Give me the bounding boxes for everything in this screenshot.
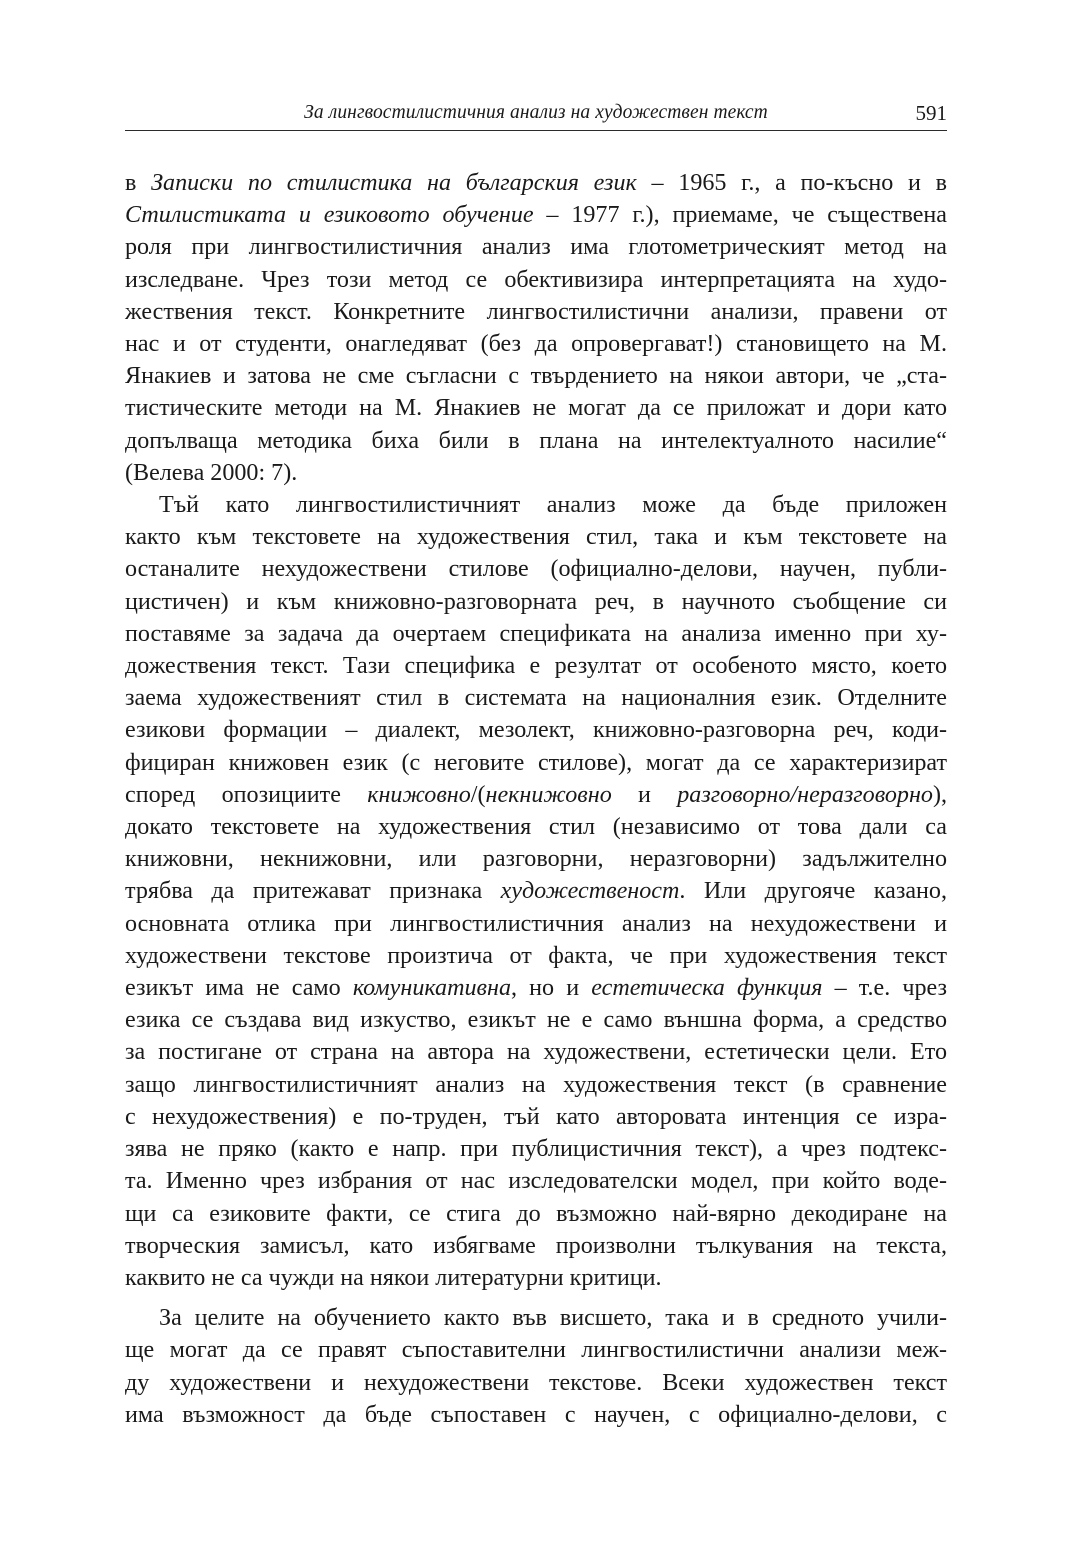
- italic-term: /: [790, 781, 798, 808]
- text-line: основната отлика при лингвостилистичния анализ на нехудожествени и: [125, 910, 947, 937]
- italic-term: неразговорно: [797, 781, 933, 808]
- text-run: и: [611, 781, 678, 808]
- text-run: според опозициите: [125, 781, 368, 808]
- text-line: [125, 779, 947, 811]
- text-line: [125, 972, 947, 1004]
- text-line: ду художествени и нехудожествени текстове. Всеки художествен текст: [125, 1369, 947, 1396]
- text-line: останалите нехудожествени стилове (официално-делови, научен, публи-: [125, 556, 947, 583]
- text-run: трябва да притежават признака: [125, 878, 501, 905]
- text-run: /(: [470, 781, 486, 808]
- text-run: – т.е. чрез: [822, 975, 948, 1002]
- text-line: Тъй като лингвостилистичният анализ може да бъде приложен: [159, 492, 947, 519]
- text-line: езикови формации – диалект, мезолект, книжовно-разговорна реч, коди-: [125, 717, 947, 744]
- paragraph-1: [125, 167, 947, 489]
- text-run: . Или другояче казано,: [679, 878, 947, 905]
- text-line: защо лингвостилистичният анализ на художествения текст (в сравнение: [125, 1071, 947, 1098]
- text-line: творческия замисъл, като избягваме произволни тълкувания на текста,: [125, 1232, 947, 1259]
- text-line: (Велева 2000: 7).: [125, 459, 298, 486]
- text-line: поставяме за задача да очертаем спецификата на анализа именно при ху-: [125, 620, 947, 647]
- text-run: ),: [932, 781, 947, 808]
- italic-title: Стилистиката и езиковото обучение: [125, 202, 534, 229]
- text-line: има възможност да бъде съпоставен с научен, с официално-делови, с: [125, 1401, 947, 1428]
- text-line: [125, 199, 947, 231]
- text-line: книжовни, некнижовни, или разговорни, неразговорни) задължително: [125, 846, 947, 873]
- text-line: [125, 875, 947, 907]
- text-line: цистичен) и към книжовно-разговорната реч, в научното съобщение си: [125, 588, 947, 615]
- paragraph-2: [125, 489, 947, 1294]
- text-line: жествения текст. Конкретните лингвостилистични анализи, правени от: [125, 298, 947, 325]
- text-line: [125, 167, 947, 199]
- text-line: нас и от студенти, онагледяват (без да опровергават!) становището на М.: [125, 331, 947, 358]
- text-line: щи са езиковите факти, се стига до възможно най-вярно декодиране на: [125, 1200, 947, 1227]
- text-line: докато текстовете на художествения стил (независимо от това дали са: [125, 814, 947, 841]
- text-line: художествени текстове произтича от факта, че при художествения текст: [125, 942, 947, 969]
- italic-term: художественост: [500, 878, 680, 905]
- text-run: – 1977 г.), приемаме, че съществена: [533, 202, 947, 229]
- text-line: изследване. Чрез този метод се обективизира интерпретацията на худо-: [125, 266, 947, 293]
- text-line: тистическите методи на М. Янакиев не могат да се приложат и дори като: [125, 395, 947, 422]
- text-line: допълваща методика биха били в плана на интелектуалното насилие“: [125, 427, 947, 454]
- text-line: както към текстовете на художествения стил, така и към текстовете на: [125, 524, 947, 551]
- text-line: фициран книжовен език (с неговите стилове), могат да се характеризират: [125, 749, 947, 776]
- italic-title: Записки по стилистика на българския език: [151, 170, 637, 196]
- text-line: езика се създава вид изкуство, езикът не е само външна форма, а средство: [125, 1007, 947, 1034]
- text-line: заема художественият стил в системата на националния език. Отделните: [125, 685, 947, 712]
- text-line: ще могат да се правят съпоставителни лингвостилистични анализи меж-: [125, 1337, 947, 1364]
- running-header: [125, 100, 947, 131]
- page-number: 591: [915, 101, 947, 125]
- text-line: та. Именно чрез избрания от нас изследователски модел, при който воде-: [125, 1168, 947, 1195]
- running-title: За лингвостилистичния анализ на художествен текст: [304, 102, 768, 123]
- text-line: дожествения текст. Тази специфика е резултат от особеното място, което: [125, 653, 947, 680]
- text-run: , но и: [511, 975, 592, 1002]
- text-run: – 1965 г., а по-късно и в: [636, 170, 948, 196]
- text-line: роля при лингвостилистичния анализ има глотометрическият метод на: [125, 234, 947, 261]
- text-line: за постигане от страна на автора на художествени, естетически цели. Ето: [125, 1039, 947, 1066]
- italic-term: книжовно: [367, 781, 471, 808]
- italic-term: естетическа функция: [591, 975, 823, 1002]
- italic-term: разговорно: [677, 781, 791, 808]
- text-run: в: [125, 170, 152, 196]
- italic-term: комуникативна: [352, 975, 512, 1002]
- text-line: За целите на обучението както във висшето, така и в средното учили-: [159, 1305, 947, 1332]
- text-line: Янакиев и затова не сме съгласни с твърдението на някои автори, че „ста-: [125, 363, 947, 390]
- text-line: с нехудожествения) е по-труден, тъй като авторовата интенция се изра-: [125, 1103, 947, 1130]
- text-line: каквито не са чужди на някои литературни критици.: [125, 1264, 662, 1291]
- paragraph-3: [125, 1302, 947, 1431]
- italic-term: некнижовно: [485, 781, 612, 808]
- text-line: зява не пряко (както е напр. при публицистичния текст), а чрез подтекс-: [125, 1136, 947, 1163]
- text-run: езикът има не само: [125, 975, 353, 1002]
- body-text: [125, 167, 947, 1431]
